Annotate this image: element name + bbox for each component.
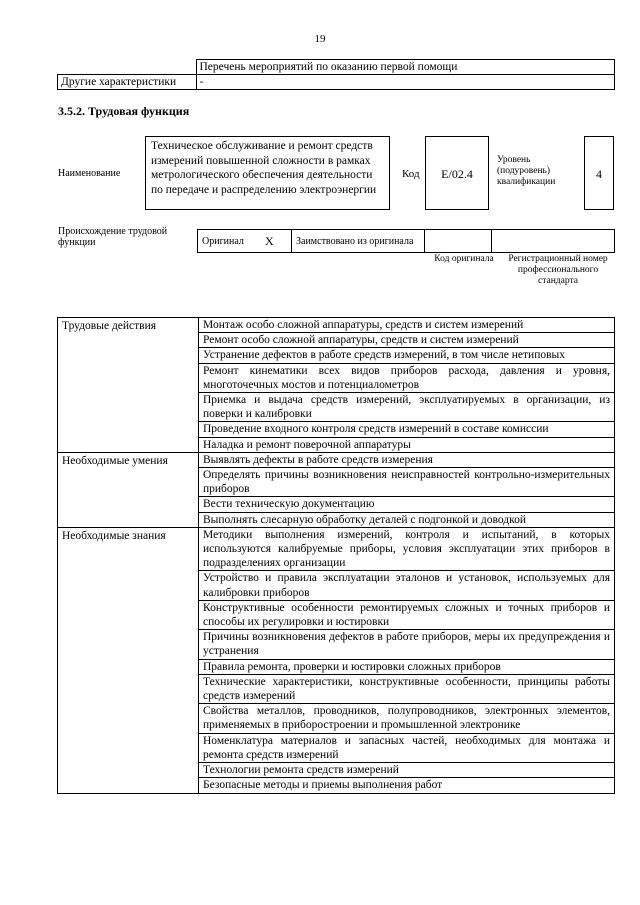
original-mark: X	[261, 230, 292, 253]
registration-caption: Регистрационный номер профессионального стандарта	[508, 254, 608, 286]
list-item: Методики выполнения измерений, контроля и испытаний, в которых используются калибруемые приборы, условия эксплуатации этих приборов в подразделениях организации	[199, 527, 615, 571]
name-label: Наименование	[58, 168, 121, 179]
function-details-table	[57, 317, 615, 794]
list-item: Безопасные методы и приемы выполнения работ	[199, 778, 615, 793]
original-code-cell	[425, 230, 492, 253]
list-item: Монтаж особо сложной аппаратуры, средств и систем измерений	[199, 318, 615, 333]
qualification-level: 4	[584, 136, 614, 210]
code-label: Код	[402, 168, 420, 180]
function-code: E/02.4	[425, 136, 489, 210]
function-name: Техническое обслуживание и ремонт средств измерений повышенной сложности в рамках метрологического обеспечения деятельности по передаче и распределению электроэнергии	[145, 136, 390, 210]
other-characteristics-table	[57, 59, 615, 90]
list-item: Наладка и ремонт поверочной аппаратуры	[199, 437, 615, 452]
list-item: Вести техническую документацию	[199, 497, 615, 512]
table-row	[58, 452, 615, 467]
section-title-required-skills: Необходимые умения	[58, 452, 199, 527]
table-row	[58, 318, 615, 333]
list-item: Определять причины возникновения неисправностей контрольно-измерительных приборов	[199, 468, 615, 497]
section-title-work-actions: Трудовые действия	[58, 318, 199, 453]
first-aid-cell: Перечень мероприятий по оказанию первой помощи	[196, 60, 615, 75]
code-caption: Код оригинала	[434, 254, 494, 264]
empty-cell	[58, 60, 197, 75]
list-item: Причины возникновения дефектов в работе приборов, меры их предупреждения и устранения	[199, 630, 615, 659]
list-item: Ремонт кинематики всех видов приборов расхода, давления и уровня, многоточечных мостов и потенциалометров	[199, 363, 615, 392]
registration-number-cell	[492, 230, 615, 253]
list-item: Проведение входного контроля средств измерений в составе комиссии	[199, 422, 615, 437]
list-item: Свойства металлов, проводников, полупроводников, электронных элементов, применяемых в приборостроении и промышленной электронике	[199, 704, 615, 733]
other-characteristics-value: -	[196, 75, 615, 90]
section-title-required-knowledge: Необходимые знания	[58, 527, 199, 793]
list-item: Технические характеристики, конструктивные особенности, принципы работы средств измерений	[199, 674, 615, 703]
list-item: Выполнять слесарную обработку деталей с подгонкой и доводкой	[199, 512, 615, 527]
list-item: Конструктивные особенности ремонтируемых сложных и точных приборов и способы их регулировки и юстировки	[199, 600, 615, 629]
table-row	[58, 527, 615, 571]
list-item: Устройство и правила эксплуатации эталонов и установок, используемых для калибровки приборов	[199, 571, 615, 600]
section-heading: 3.5.2. Трудовая функция	[58, 104, 190, 118]
level-label: Уровень (подуровень) квалификации	[497, 155, 556, 187]
list-item: Ремонт особо сложной аппаратуры, средств и систем измерений	[199, 333, 615, 348]
original-label: Оригинал	[198, 230, 262, 253]
origin-table	[197, 229, 615, 253]
list-item: Правила ремонта, проверки и юстировки сложных приборов	[199, 659, 615, 674]
list-item: Выявлять дефекты в работе средств измерения	[199, 452, 615, 467]
list-item: Устранение дефектов в работе средств измерений, в том числе нетиповых	[199, 348, 615, 363]
list-item: Номенклатура материалов и запасных частей, необходимых для монтажа и ремонта средств измерений	[199, 733, 615, 762]
page-number: 19	[314, 33, 326, 45]
origin-label: Происхождение трудовой функции	[58, 226, 168, 248]
borrowed-label: Заимствовано из оригинала	[292, 230, 425, 253]
list-item: Технологии ремонта средств измерений	[199, 763, 615, 778]
other-characteristics-label: Другие характеристики	[58, 75, 197, 90]
list-item: Приемка и выдача средств измерений, эксплуатируемых в организации, из поверки и калибровки	[199, 393, 615, 422]
